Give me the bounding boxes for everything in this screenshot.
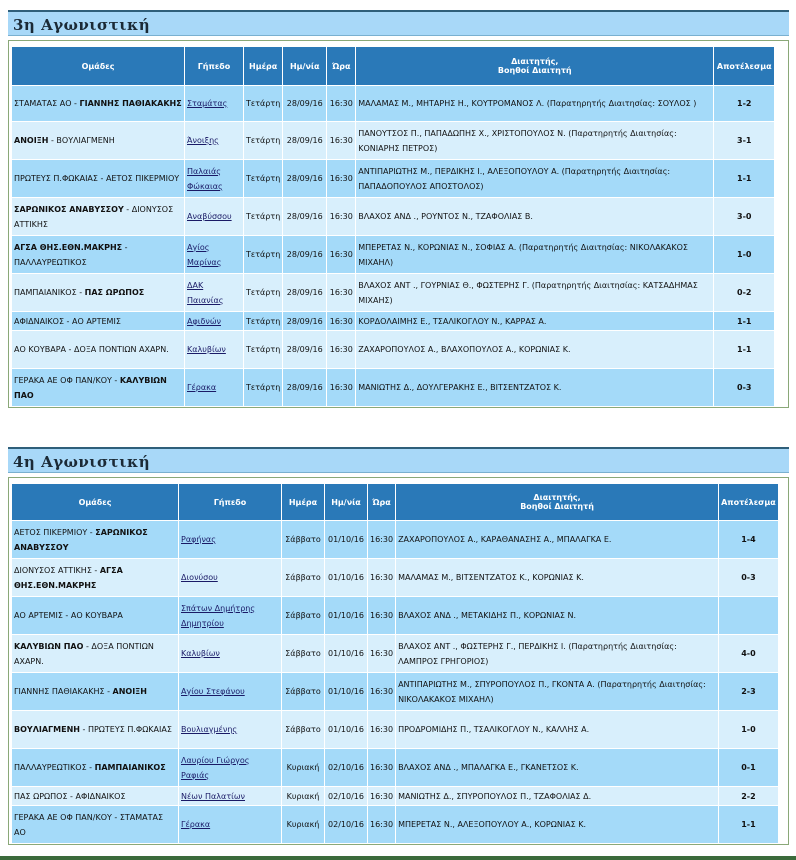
teams-separator: - xyxy=(86,763,95,772)
footer-divider xyxy=(0,856,796,860)
match-teams xyxy=(12,86,184,121)
match-date: 28/09/16 xyxy=(283,369,326,406)
match-day: Τετάρτη xyxy=(244,122,282,159)
header-time: Ώρα xyxy=(327,47,355,85)
venue-link[interactable]: Αγίος Μαρίνας xyxy=(187,242,222,267)
match-referees: ΖΑΧΑΡΟΠΟΥΛΟΣ Α., ΒΛΑΧΟΠΟΥΛΟΣ Α., ΚΟΡΩΝΙΑΣ Κ. xyxy=(356,331,713,368)
header-time: Ώρα xyxy=(368,484,395,520)
home-team: ΑΝΟΙΞΗ xyxy=(14,136,49,145)
match-row xyxy=(12,787,778,805)
match-venue-cell xyxy=(179,806,281,843)
match-referees: ΠΡΟΔΡΟΜΙΔΗΣ Π., ΤΣΑΛΙΚΟΓΛΟΥ Ν., ΚΑΛΛΗΣ Α. xyxy=(396,711,718,748)
away-team: ΠΑΣ ΩΡΩΠΟΣ xyxy=(84,288,145,297)
away-team: ΑΕΤΟΣ ΠΙΚΕΡΜΙΟΥ xyxy=(105,174,180,183)
away-team: ΚΑΛΥΒΙΩΝ ΠΑΟ xyxy=(14,375,167,400)
match-day: Τετάρτη xyxy=(244,236,282,273)
matches-table xyxy=(11,483,779,844)
home-team: ΑΟ ΑΡΤΕΜΙΣ xyxy=(14,611,63,620)
match-date: 28/09/16 xyxy=(283,236,326,273)
home-team: ΑΟ ΚΟΥΒΑΡΑ xyxy=(14,345,66,354)
match-day: Τετάρτη xyxy=(244,331,282,368)
home-team: ΠΑΣ ΩΡΩΠΟΣ xyxy=(14,791,68,801)
match-day: Σάββατο xyxy=(282,635,324,672)
teams-separator: - xyxy=(97,174,106,183)
match-result: 1-1 xyxy=(714,160,774,197)
match-row xyxy=(12,160,774,197)
match-day: Κυριακή xyxy=(282,787,324,805)
home-team: ΓΕΡΑΚΑ ΑΕ ΟΦ ΠΑΝ/ΚΟΥ xyxy=(14,375,112,385)
match-teams xyxy=(12,635,178,672)
round-table-frame xyxy=(8,477,789,845)
header-referee-line1: Διαιτητής, xyxy=(511,57,559,66)
home-team: ΔΙΟΝΥΣΟΣ ΑΤΤΙΚΗΣ xyxy=(14,565,92,575)
match-row xyxy=(12,86,774,121)
match-date: 01/10/16 xyxy=(325,635,367,672)
match-date: 01/10/16 xyxy=(325,673,367,710)
teams-separator: - xyxy=(71,99,80,108)
round-title: 3η Αγωνιστική xyxy=(8,10,789,36)
teams-separator: - xyxy=(122,242,128,252)
match-venue-cell xyxy=(179,673,281,710)
away-team: ΓΙΑΝΝΗΣ ΠΑΘΙΑΚΑΚΗΣ xyxy=(79,99,182,108)
home-team: ΣΑΡΩΝΙΚΟΣ ΑΝΑΒΥΣΣΟΥ xyxy=(14,204,124,214)
header-referee-line2: Βοηθοί Διαιτητή xyxy=(497,66,572,75)
match-teams xyxy=(12,673,178,710)
header-day: Ημέρα xyxy=(282,484,324,520)
home-team: ΣΤΑΜΑΤΑΣ ΑΟ xyxy=(14,99,72,108)
match-row xyxy=(12,806,778,843)
teams-separator: - xyxy=(76,288,85,297)
match-referees: ΑΝΤΙΠΑΡΙΩΤΗΣ Μ., ΠΕΡΔΙΚΗΣ Ι., ΑΛΕΞΟΠΟΥΛΟΥ Α. (Παρατηρητής Διαιτησίας: ΠΑΠΑΔΟΠΟΥΛΟΣ ΑΠΟΣΤΟΛΟΣ) xyxy=(356,160,713,197)
header-date: Ημ/νία xyxy=(283,47,326,85)
match-venue-cell xyxy=(185,312,243,330)
match-time: 16:30 xyxy=(368,521,395,558)
match-row xyxy=(12,274,774,311)
match-result: 4-0 xyxy=(719,635,778,672)
match-result: 0-1 xyxy=(719,749,778,786)
header-referee-line1: Διαιτητής, xyxy=(533,493,581,502)
away-team: ΔΟΞΑ ΠΟΝΤΙΩΝ ΑΧΑΡΝ. xyxy=(14,641,154,666)
away-team: ΑΟ ΑΡΤΕΜΙΣ xyxy=(72,316,121,326)
away-team: ΑΟ ΚΟΥΒΑΡΑ xyxy=(70,611,123,620)
match-row xyxy=(12,521,778,558)
venue-link[interactable]: Γέρακα xyxy=(181,820,211,829)
venue-link[interactable]: Σταμάτας xyxy=(187,99,228,108)
away-team: ΠΑΛΛΑΥΡΕΩΤΙΚΟΣ xyxy=(14,257,87,267)
teams-separator: - xyxy=(66,345,74,354)
match-venue-cell xyxy=(185,198,243,235)
match-teams xyxy=(12,597,178,634)
venue-link[interactable]: Καλυβίων xyxy=(187,345,226,354)
teams-separator: - xyxy=(91,565,100,575)
match-referees: ΜΑΛΑΜΑΣ Μ., ΜΗΤΑΡΗΣ Η., ΚΟΥΤΡΟΜΑΝΟΣ Λ. (Παρατηρητής Διαιτησίας: ΣΟΥΛΟΣ ) xyxy=(356,86,713,121)
home-team: ΑΓΣΑ ΘΗΣ.ΕΘΝ.ΜΑΚΡΗΣ xyxy=(14,242,123,252)
match-venue-cell xyxy=(185,122,243,159)
match-date: 02/10/16 xyxy=(325,787,367,805)
match-time: 16:30 xyxy=(327,331,355,368)
header-date: Ημ/νία xyxy=(325,484,367,520)
match-row xyxy=(12,331,774,368)
match-teams xyxy=(12,274,184,311)
match-teams xyxy=(12,312,184,330)
match-referees: ΒΛΑΧΟΣ ΑΝΔ ., ΜΠΑΛΑΓΚΑ Ε., ΓΚΑΝΕΤΣΟΣ Κ. xyxy=(396,749,718,786)
match-time: 16:30 xyxy=(327,369,355,406)
match-result xyxy=(719,597,778,634)
match-time: 16:30 xyxy=(327,160,355,197)
teams-separator: - xyxy=(123,204,132,214)
match-teams xyxy=(12,749,178,786)
header-venue: Γήπεδο xyxy=(179,484,281,520)
match-day: Σάββατο xyxy=(282,559,324,596)
match-venue-cell xyxy=(179,559,281,596)
match-row xyxy=(12,122,774,159)
away-team: ΔΙΟΝΥΣΟΣ ΑΤΤΙΚΗΣ xyxy=(14,204,174,229)
match-referees: ΚΟΡΔΟΛΑΙΜΗΣ Ε., ΤΣΑΛΙΚΟΓΛΟΥ Ν., ΚΑΡΡΑΣ Α. xyxy=(356,312,713,330)
match-result: 0-2 xyxy=(714,274,774,311)
match-time: 16:30 xyxy=(327,86,355,121)
match-day: Σάββατο xyxy=(282,673,324,710)
match-date: 28/09/16 xyxy=(283,198,326,235)
match-date: 01/10/16 xyxy=(325,521,367,558)
match-row xyxy=(12,369,774,406)
match-teams xyxy=(12,160,184,197)
venue-link[interactable]: Άνοιξης xyxy=(187,136,219,145)
match-result: 2-2 xyxy=(719,787,778,805)
match-row xyxy=(12,711,778,748)
match-time: 16:30 xyxy=(368,787,395,805)
match-time: 16:30 xyxy=(368,597,395,634)
match-time: 16:30 xyxy=(368,711,395,748)
teams-separator: - xyxy=(87,527,96,537)
match-result: 1-0 xyxy=(719,711,778,748)
match-referees: ΜΑΝΙΩΤΗΣ Δ., ΣΠΥΡΟΠΟΥΛΟΣ Π., ΤΖΑΦΟΛΙΑΣ Δ. xyxy=(396,787,718,805)
match-date: 01/10/16 xyxy=(325,597,367,634)
match-result: 1-1 xyxy=(714,331,774,368)
match-venue-cell xyxy=(179,597,281,634)
match-result: 3-1 xyxy=(714,122,774,159)
home-team: ΓΙΑΝΝΗΣ ΠΑΘΙΑΚΑΚΗΣ xyxy=(14,687,105,696)
teams-separator: - xyxy=(83,641,92,651)
match-time: 16:30 xyxy=(327,198,355,235)
match-date: 02/10/16 xyxy=(325,749,367,786)
match-teams xyxy=(12,369,184,406)
match-time: 16:30 xyxy=(368,806,395,843)
match-time: 16:30 xyxy=(368,749,395,786)
match-referees: ΜΠΕΡΕΤΑΣ Ν., ΚΟΡΩΝΙΑΣ Ν., ΣΟΦΙΑΣ Α. (Παρατηρητής Διαιτησίας: ΝΙΚΟΛΑΚΑΚΟΣ ΜΙΧΑΗΛ) xyxy=(356,236,713,273)
venue-link[interactable]: Αφιδνών xyxy=(187,316,221,326)
match-date: 28/09/16 xyxy=(283,312,326,330)
match-result: 1-1 xyxy=(714,312,774,330)
match-day: Τετάρτη xyxy=(244,160,282,197)
match-venue-cell xyxy=(179,749,281,786)
venue-link[interactable]: Λαυρίου Γιώργος Ραφιάς xyxy=(181,755,250,780)
match-referees: ΒΛΑΧΟΣ ΑΝΔ ., ΡΟΥΝΤΟΣ Ν., ΤΖΑΦΟΛΙΑΣ Β. xyxy=(356,198,713,235)
teams-separator: - xyxy=(111,375,120,385)
match-day: Τετάρτη xyxy=(244,369,282,406)
match-venue-cell xyxy=(185,331,243,368)
away-team: ΔΟΞΑ ΠΟΝΤΙΩΝ ΑΧΑΡΝ. xyxy=(73,345,169,354)
venue-link[interactable]: Παλαιάς Φώκαιας xyxy=(187,166,223,191)
header-venue: Γήπεδο xyxy=(185,47,243,85)
match-referees: ΑΝΤΙΠΑΡΙΩΤΗΣ Μ., ΣΠΥΡΟΠΟΥΛΟΣ Π., ΓΚΟΝΤΑ Α. (Παρατηρητής Διαιτησίας: ΝΙΚΟΛΑΚΑΚΟΣ ΜΙΧΑΗΛ) xyxy=(396,673,718,710)
match-time: 16:30 xyxy=(327,122,355,159)
match-date: 02/10/16 xyxy=(325,806,367,843)
match-venue-cell xyxy=(185,274,243,311)
round-section xyxy=(8,447,789,845)
match-time: 16:30 xyxy=(327,312,355,330)
match-venue-cell xyxy=(179,521,281,558)
match-date: 28/09/16 xyxy=(283,274,326,311)
round-section xyxy=(8,10,789,408)
home-team: ΒΟΥΛΙΑΓΜΕΝΗ xyxy=(14,725,80,734)
header-referee-line2: Βοηθοί Διαιτητή xyxy=(520,502,594,511)
match-venue-cell xyxy=(185,160,243,197)
teams-separator: - xyxy=(62,611,71,620)
home-team: ΑΕΤΟΣ ΠΙΚΕΡΜΙΟΥ xyxy=(14,527,88,537)
match-referees: ΒΛΑΧΟΣ ΑΝΔ ., ΜΕΤΑΚΙΔΗΣ Π., ΚΟΡΩΝΙΑΣ Ν. xyxy=(396,597,718,634)
match-referees: ΒΛΑΧΟΣ ΑΝΤ ., ΓΟΥΡΝΙΑΣ Θ., ΦΩΣΤΕΡΗΣ Γ. (Παρατηρητής Διαιτησίας: ΚΑΤΣΑΔΗΜΑΣ ΜΙΧΑΗΣ) xyxy=(356,274,713,311)
match-teams xyxy=(12,521,178,558)
header-day: Ημέρα xyxy=(244,47,282,85)
away-team: ΠΡΩΤΕΥΣ Π.ΦΩΚΑΙΑΣ xyxy=(87,725,172,734)
match-day: Τετάρτη xyxy=(244,312,282,330)
match-teams xyxy=(12,559,178,596)
match-referees: ΖΑΧΑΡΟΠΟΥΛΟΣ Α., ΚΑΡΑΘΑΝΑΣΗΣ Α., ΜΠΑΛΑΓΚΑ Ε. xyxy=(396,521,718,558)
match-result: 3-0 xyxy=(714,198,774,235)
match-teams xyxy=(12,331,184,368)
match-teams xyxy=(12,122,184,159)
match-row xyxy=(12,312,774,330)
match-day: Σάββατο xyxy=(282,521,324,558)
match-row xyxy=(12,198,774,235)
venue-link[interactable]: Νέων Παλατίων xyxy=(181,791,246,801)
match-venue-cell xyxy=(179,711,281,748)
home-team: ΠΑΛΛΑΥΡΕΩΤΙΚΟΣ xyxy=(14,763,87,772)
home-team: ΚΑΛΥΒΙΩΝ ΠΑΟ xyxy=(14,641,84,651)
home-team: ΑΦΙΔΝΑΙΚΟΣ xyxy=(14,316,65,326)
match-referees: ΠΑΝΟΥΤΣΟΣ Π., ΠΑΠΑΔΩΠΗΣ Χ., ΧΡΙΣΤΟΠΟΥΛΟΣ Ν. (Παρατηρητής Διαιτησίας: ΚΟΝΙΑΡΗΣ ΠΕΤΡΟΣ) xyxy=(356,122,713,159)
away-team: ΑΦΙΔΝΑΙΚΟΣ xyxy=(75,791,126,801)
venue-link[interactable]: Ραφήνας xyxy=(181,535,216,544)
venue-link[interactable]: Αγίου Στεφάνου xyxy=(181,687,245,696)
header-result: Αποτέλεσμα xyxy=(719,484,778,520)
home-team: ΠΑΜΠΑΙΑΝΙΚΟΣ xyxy=(14,288,77,297)
match-time: 16:30 xyxy=(327,236,355,273)
header-referees xyxy=(356,47,713,85)
match-result: 0-3 xyxy=(719,559,778,596)
match-day: Τετάρτη xyxy=(244,86,282,121)
header-teams: Ομάδες xyxy=(12,484,178,520)
match-venue-cell xyxy=(185,236,243,273)
match-date: 28/09/16 xyxy=(283,86,326,121)
match-day: Τετάρτη xyxy=(244,198,282,235)
match-venue-cell xyxy=(179,635,281,672)
teams-separator: - xyxy=(67,791,76,801)
round-title: 4η Αγωνιστική xyxy=(8,447,789,473)
away-team: ΠΑΜΠΑΙΑΝΙΚΟΣ xyxy=(94,763,166,772)
match-day: Κυριακή xyxy=(282,806,324,843)
match-venue-cell xyxy=(179,787,281,805)
match-time: 16:30 xyxy=(368,635,395,672)
match-time: 16:30 xyxy=(368,673,395,710)
match-day: Κυριακή xyxy=(282,749,324,786)
match-day: Σάββατο xyxy=(282,711,324,748)
teams-separator: - xyxy=(79,725,88,734)
teams-separator: - xyxy=(111,812,120,822)
away-team: ΒΟΥΛΙΑΓΜΕΝΗ xyxy=(56,136,115,145)
venue-link[interactable]: Καλυβίων xyxy=(181,649,220,658)
header-teams: Ομάδες xyxy=(12,47,184,85)
venue-link[interactable]: Βουλιαγμένης xyxy=(181,725,238,734)
match-result: 1-2 xyxy=(714,86,774,121)
match-date: 28/09/16 xyxy=(283,122,326,159)
match-result: 1-0 xyxy=(714,236,774,273)
header-referees xyxy=(396,484,718,520)
match-day: Τετάρτη xyxy=(244,274,282,311)
venue-link[interactable]: Γέρακα xyxy=(187,383,217,392)
match-date: 01/10/16 xyxy=(325,559,367,596)
match-row xyxy=(12,749,778,786)
away-team: ΣΤΑΜΑΤΑΣ ΑΟ xyxy=(14,812,164,837)
venue-link[interactable]: Διονύσου xyxy=(181,573,218,582)
match-row xyxy=(12,635,778,672)
match-row xyxy=(12,559,778,596)
away-team: ΑΓΣΑ ΘΗΣ.ΕΘΝ.ΜΑΚΡΗΣ xyxy=(14,565,123,590)
matches-table xyxy=(11,46,775,407)
teams-separator: - xyxy=(104,687,113,696)
match-referees: ΜΑΝΙΩΤΗΣ Δ., ΔΟΥΛΓΕΡΑΚΗΣ Ε., ΒΙΤΣΕΝΤΖΑΤΟΣ Κ. xyxy=(356,369,713,406)
home-team: ΠΡΩΤΕΥΣ Π.ΦΩΚΑΙΑΣ xyxy=(14,174,98,183)
match-time: 16:30 xyxy=(368,559,395,596)
match-teams xyxy=(12,198,184,235)
venue-link[interactable]: ΔΑΚ Παιανίας xyxy=(187,280,224,305)
match-referees: ΜΠΕΡΕΤΑΣ Ν., ΑΛΕΞΟΠΟΥΛΟΥ Α., ΚΟΡΩΝΙΑΣ Κ. xyxy=(396,806,718,843)
match-date: 28/09/16 xyxy=(283,160,326,197)
home-team: ΓΕΡΑΚΑ ΑΕ ΟΦ ΠΑΝ/ΚΟΥ xyxy=(14,812,112,822)
match-teams xyxy=(12,806,178,843)
away-team: ΣΑΡΩΝΙΚΟΣ ΑΝΑΒΥΣΣΟΥ xyxy=(14,527,148,552)
match-referees: ΜΑΛΑΜΑΣ Μ., ΒΙΤΣΕΝΤΖΑΤΟΣ Κ., ΚΟΡΩΝΙΑΣ Κ. xyxy=(396,559,718,596)
match-result: 1-1 xyxy=(719,806,778,843)
match-teams xyxy=(12,711,178,748)
match-result: 1-4 xyxy=(719,521,778,558)
teams-separator: - xyxy=(48,136,57,145)
match-result: 0-3 xyxy=(714,369,774,406)
match-teams xyxy=(12,787,178,805)
match-venue-cell xyxy=(185,86,243,121)
round-table-frame xyxy=(8,40,789,408)
match-date: 01/10/16 xyxy=(325,711,367,748)
teams-separator: - xyxy=(64,316,72,326)
header-result: Αποτέλεσμα xyxy=(714,47,774,85)
match-date: 28/09/16 xyxy=(283,331,326,368)
match-result: 2-3 xyxy=(719,673,778,710)
match-row xyxy=(12,597,778,634)
match-row xyxy=(12,673,778,710)
match-time: 16:30 xyxy=(327,274,355,311)
match-row xyxy=(12,236,774,273)
venue-link[interactable]: Σπάτων Δημήτρης Δημητρίου xyxy=(181,603,256,628)
match-referees: ΒΛΑΧΟΣ ΑΝΤ ., ΦΩΣΤΕΡΗΣ Γ., ΠΕΡΔΙΚΗΣ Ι. (Παρατηρητής Διαιτησίας: ΛΑΜΠΡΟΣ ΓΡΗΓΟΡΙΟΣ) xyxy=(396,635,718,672)
match-teams xyxy=(12,236,184,273)
away-team: ΑΝΟΙΞΗ xyxy=(112,687,147,696)
match-venue-cell xyxy=(185,369,243,406)
match-day: Σάββατο xyxy=(282,597,324,634)
venue-link[interactable]: Αναβύσσου xyxy=(187,212,232,221)
